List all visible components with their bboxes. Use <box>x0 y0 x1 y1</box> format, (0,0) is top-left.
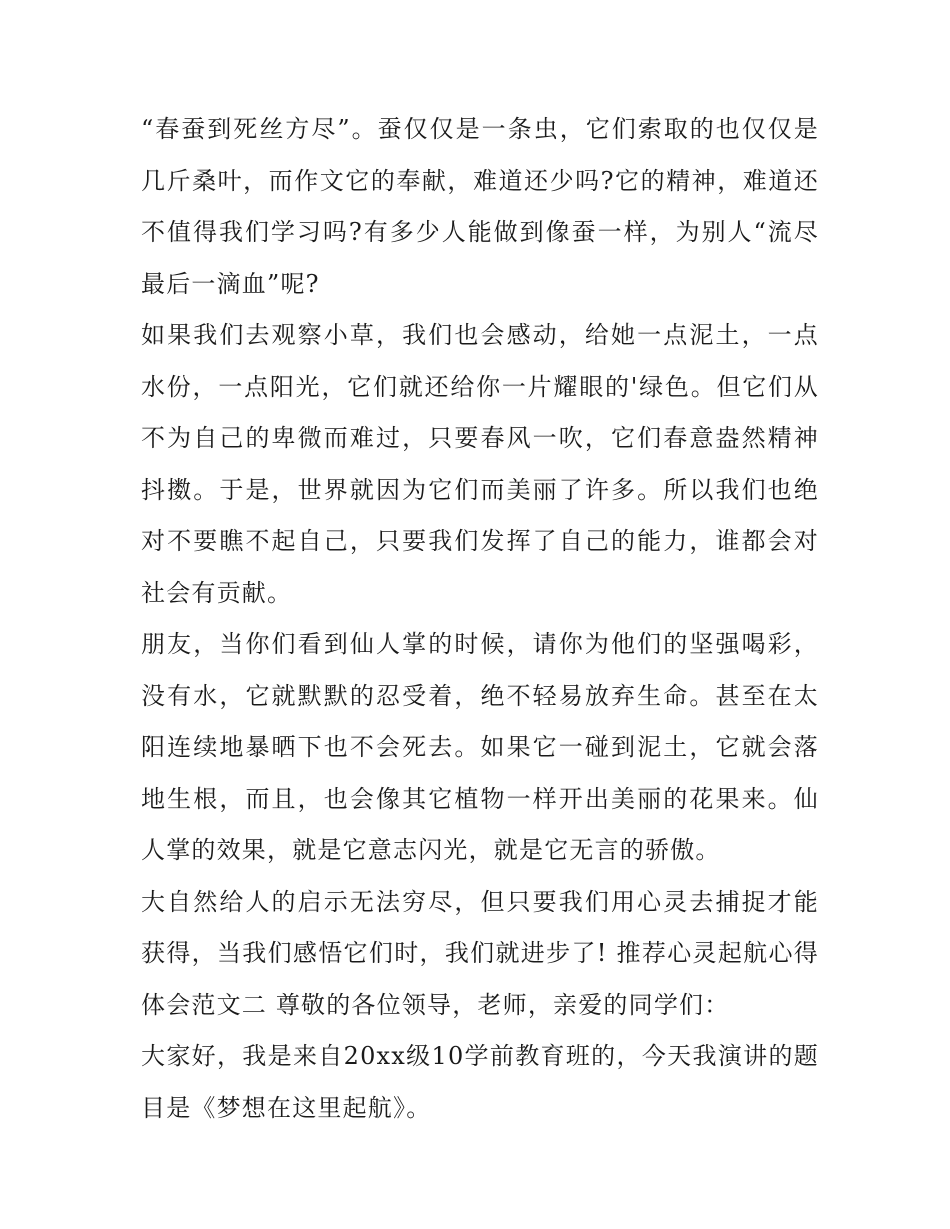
paragraph-speech-intro: 大家好，我是来自20xx级10学前教育班的，今天我演讲的题目是《梦想在这里起航》。 <box>141 1042 819 1122</box>
paragraph-silkworm: “春蚕到死丝方尽”。蚕仅仅是一条虫，它们索取的也仅仅是几斤桑叶，而作文它的奉献，难道还少吗?它的精神，难道还不值得我们学习吗?有多少人能做到像蚕一样，为别人“流尽最后一滴血”呢? <box>141 115 819 298</box>
document-body <box>141 104 819 1134</box>
paragraph-grass: 如果我们去观察小草，我们也会感动，给她一点泥土，一点水份，一点阳光，它们就还给你一片耀眼的'绿色。但它们从不为自己的卑微而难过，只要春风一吹，它们春意盎然精神抖擞。于是，世界就因为它们而美丽了许多。所以我们也绝对不要瞧不起自己，只要我们发挥了自己的能力，谁都会对社会有贡献。 <box>141 321 819 607</box>
paragraph-nature-inspiration: 大自然给人的启示无法穷尽，但只要我们用心灵去捕捉才能获得，当我们感悟它们时，我们就进步了! 推荐心灵起航心得体会范文二 尊敬的各位领导，老师，亲爱的同学们： <box>141 887 819 1019</box>
paragraph-cactus: 朋友，当你们看到仙人掌的时候，请你为他们的坚强喝彩，没有水，它就默默的忍受着，绝不轻易放弃生命。甚至在太阳连续地暴晒下也不会死去。如果它一碰到泥土，它就会落地生根，而且，也会像其它植物一样开出美丽的花果来。仙人掌的效果，就是它意志闪光，就是它无言的骄傲。 <box>141 630 819 864</box>
